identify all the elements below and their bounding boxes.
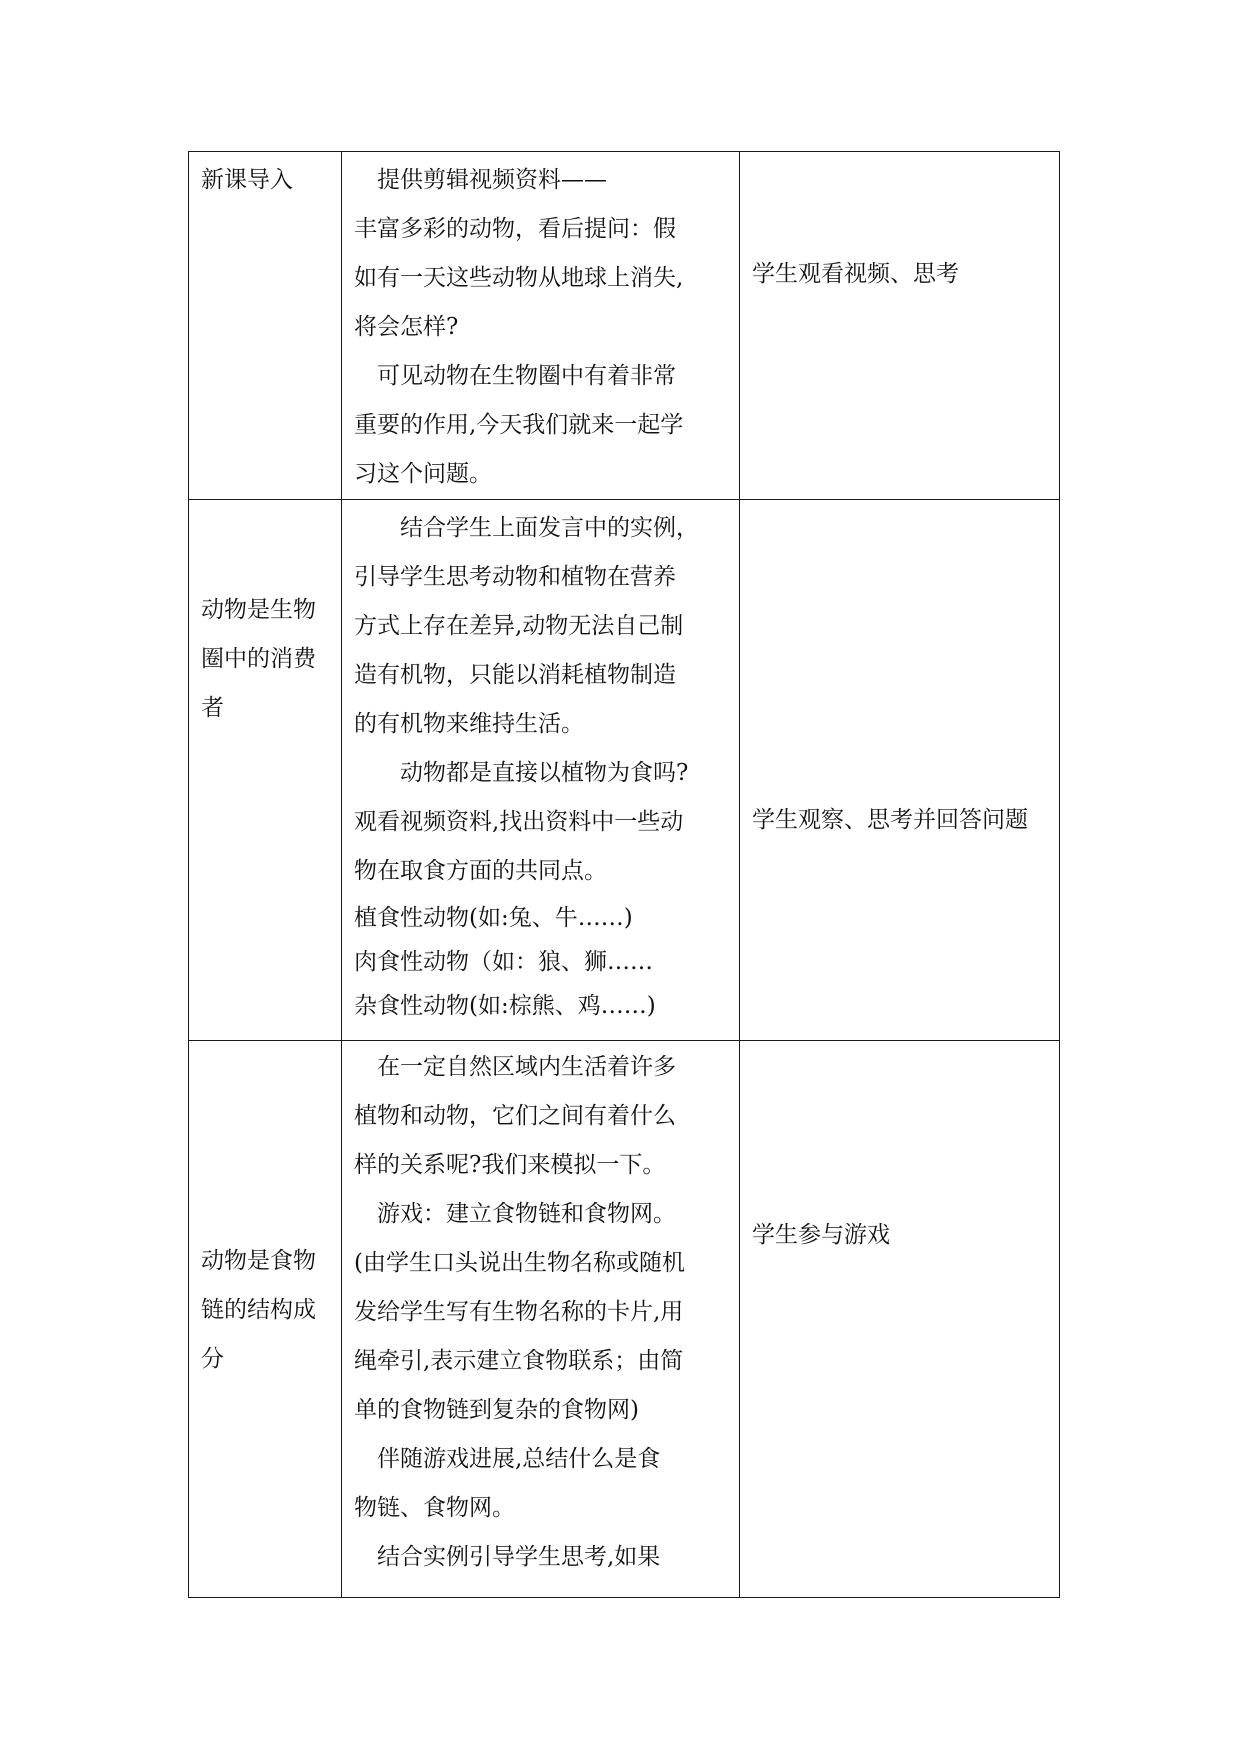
teacher-line: 伴随游戏进展,总结什么是食: [354, 1446, 661, 1472]
teacher-line: 结合学生上面发言中的实例，: [354, 515, 699, 541]
teacher-activity-cell: [342, 1041, 740, 1598]
student-text: 学生观看视频、思考: [752, 261, 959, 287]
teacher-line: 造有机物，只能以消耗植物制造: [354, 662, 676, 688]
teacher-line: 习这个问题。: [354, 461, 492, 487]
lesson-plan-table: [188, 151, 1060, 1598]
teacher-line: 绳牵引,表示建立食物联系；由简: [354, 1348, 684, 1374]
topic-cell: [189, 1041, 342, 1598]
teacher-activity-cell: [342, 500, 740, 1041]
student-text: 学生参与游戏: [752, 1222, 890, 1248]
student-activity-cell: [740, 500, 1060, 1041]
teacher-line: 方式上存在差异,动物无法自己制: [354, 613, 684, 639]
teacher-line: 丰富多彩的动物，看后提问：假: [354, 216, 676, 242]
teacher-line: 单的食物链到复杂的食物网): [354, 1397, 639, 1423]
teacher-line: 观看视频资料,找出资料中一些动: [354, 809, 684, 835]
teacher-line: (由学生口头说出生物名称或随机: [354, 1250, 685, 1276]
teacher-line: 植食性动物(如:兔、牛……): [354, 905, 633, 931]
teacher-line: 植物和动物，它们之间有着什么: [354, 1103, 676, 1129]
teacher-line: 可见动物在生物圈中有着非常: [354, 363, 676, 389]
teacher-line: 引导学生思考动物和植物在营养: [354, 564, 676, 590]
teacher-line: 样的关系呢?我们来模拟一下。: [354, 1152, 666, 1178]
teacher-line: 如有一天这些动物从地球上消失,: [354, 265, 684, 291]
teacher-line: 发给学生写有生物名称的卡片,用: [354, 1299, 684, 1325]
table-row: [189, 152, 1060, 500]
student-activity-cell: [740, 1041, 1060, 1598]
teacher-line: 重要的作用,今天我们就来一起学: [354, 412, 684, 438]
teacher-line: 游戏：建立食物链和食物网。: [354, 1201, 676, 1227]
teacher-line: 物在取食方面的共同点。: [354, 858, 607, 884]
teacher-line: 结合实例引导学生思考,如果: [354, 1544, 661, 1570]
teacher-line: 提供剪辑视频资料——: [354, 167, 607, 193]
topic-cell: [189, 500, 342, 1041]
topic-text: 动物是生物圈中的消费者: [201, 597, 316, 721]
topic-text: 新课导入: [201, 167, 293, 193]
teacher-activity-cell: [342, 152, 740, 500]
student-activity-cell: [740, 152, 1060, 500]
teacher-line: 的有机物来维持生活。: [354, 711, 584, 737]
table-row: [189, 500, 1060, 1041]
teacher-line: 将会怎样?: [354, 314, 459, 340]
teacher-line: 在一定自然区域内生活着许多: [354, 1054, 676, 1080]
teacher-line: 杂食性动物(如:棕熊、鸡……): [354, 993, 656, 1019]
student-text: 学生观察、思考并回答问题: [752, 807, 1028, 833]
table-row: [189, 1041, 1060, 1598]
topic-cell: [189, 152, 342, 500]
teacher-line: 物链、食物网。: [354, 1495, 515, 1521]
teacher-line: 肉食性动物（如：狼、狮……: [354, 949, 653, 975]
topic-text: 动物是食物链的结构成分: [201, 1248, 316, 1372]
teacher-line: 动物都是直接以植物为食吗?: [354, 760, 689, 786]
